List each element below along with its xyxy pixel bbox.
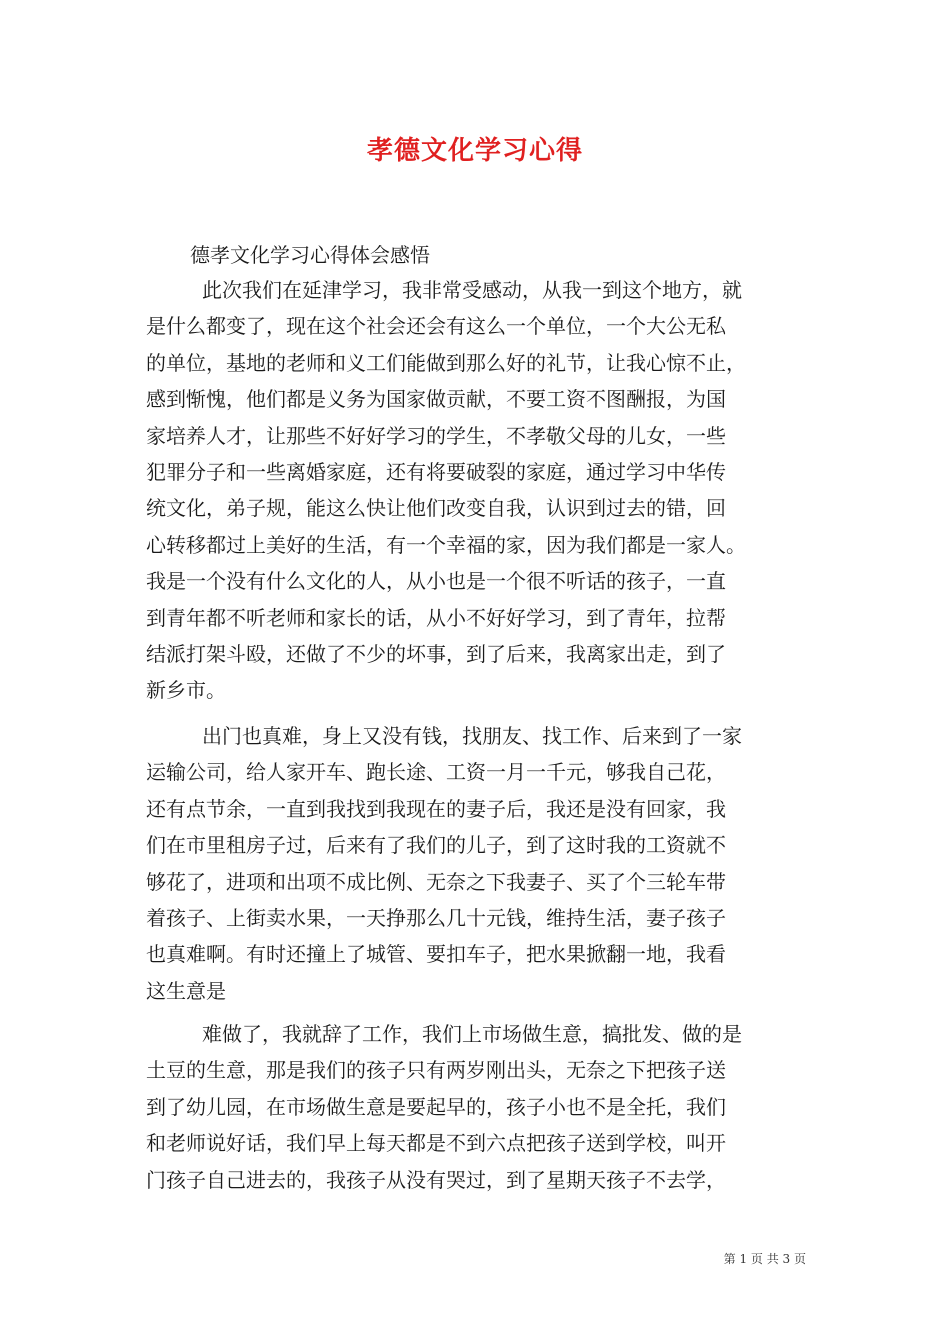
text-line: 感到惭愧，他们都是义务为国家做贡献，不要工资不图酬报，为国 <box>146 387 726 412</box>
text-line: 门孩子自己进去的，我孩子从没有哭过，到了星期天孩子不去学， <box>146 1167 726 1192</box>
text-line: 还有点节余，一直到我找到我现在的妻子后，我还是没有回家，我 <box>146 796 726 821</box>
text-line: 结派打架斗殴，还做了不少的坏事，到了后来，我离家出走，到了 <box>146 641 726 666</box>
text-line: 土豆的生意，那是我们的孩子只有两岁刚出头，无奈之下把孩子送 <box>146 1058 726 1083</box>
text-line: 也真难啊。有时还撞上了城管、要扣车子，把水果掀翻一地，我看 <box>146 942 726 967</box>
text-line: 和老师说好话，我们早上每天都是不到六点把孩子送到学校，叫开 <box>146 1131 726 1156</box>
text-line: 我是一个没有什么文化的人，从小也是一个很不听话的孩子，一直 <box>146 569 726 594</box>
page-number: 第 1 页 共 3 页 <box>723 1252 806 1266</box>
text-line: 着孩子、上街卖水果，一天挣那么几十元钱，维持生活，妻子孩子 <box>146 905 726 930</box>
text-line: 心转移都过上美好的生活，有一个幸福的家，因为我们都是一家人。 <box>146 532 746 557</box>
text-line: 们在市里租房子过，后来有了我们的儿子，到了这时我的工资就不 <box>146 833 726 858</box>
text-line: 到了幼儿园，在市场做生意是要起早的，孩子小也不是全托，我们 <box>146 1094 726 1119</box>
paragraph-3 <box>146 1016 816 1198</box>
paragraph-2 <box>146 718 816 1009</box>
text-line: 这生意是 <box>146 978 226 1003</box>
text-line: 家培养人才，让那些不好好学习的学生，不孝敬父母的儿女，一些 <box>146 423 726 448</box>
paragraph-1 <box>146 272 816 709</box>
document-subtitle: 德孝文化学习心得体会感悟 <box>190 243 430 267</box>
text-line: 运输公司，给人家开车、跑长途、工资一月一千元，够我自己花， <box>146 760 726 785</box>
text-line: 的单位，基地的老师和义工们能做到那么好的礼节，让我心惊不止， <box>146 350 746 375</box>
text-line: 是什么都变了，现在这个社会还会有这么一个单位，一个大公无私 <box>146 314 726 339</box>
text-line: 统文化，弟子规，能这么快让他们改变自我，认识到过去的错，回 <box>146 496 726 521</box>
page-title: 孝德文化学习心得 <box>366 136 583 166</box>
text-line: 犯罪分子和一些离婚家庭，还有将要破裂的家庭，通过学习中华传 <box>146 459 726 484</box>
text-line: 此次我们在延津学习，我非常受感动，从我一到这个地方，就 <box>202 278 742 302</box>
text-line: 难做了，我就辞了工作，我们上市场做生意，搞批发、做的是 <box>202 1022 742 1046</box>
text-line: 到青年都不听老师和家长的话，从小不好好学习，到了青年，拉帮 <box>146 605 726 630</box>
text-line: 出门也真难，身上又没有钱，找朋友、找工作、后来到了一家 <box>202 724 742 748</box>
text-line: 够花了，进项和出项不成比例、无奈之下我妻子、买了个三轮车带 <box>146 869 726 894</box>
text-line: 新乡市。 <box>146 678 226 703</box>
